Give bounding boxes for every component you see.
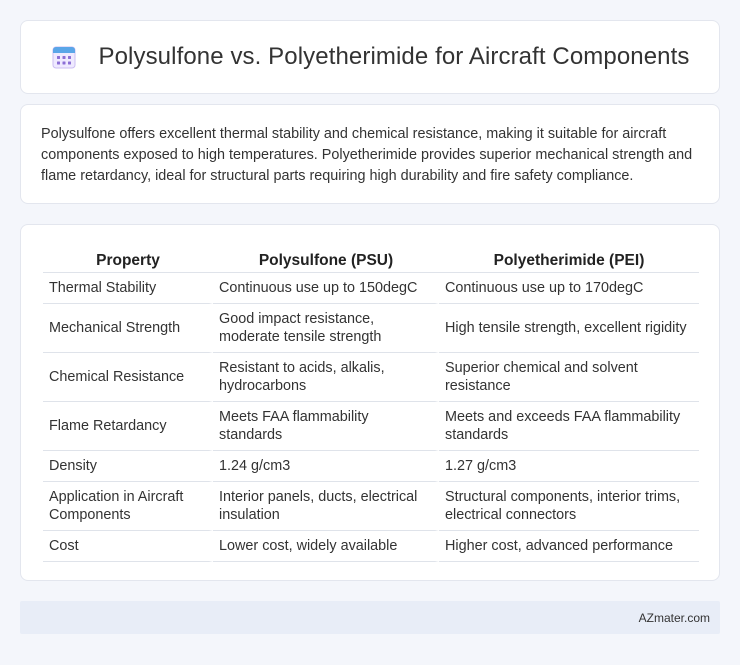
title-wrap [51,43,690,71]
table-cell-psu: Good impact resistance, moderate tensile strength [213,304,439,353]
table-cell-property: Application in Aircraft Components [43,482,213,531]
table-cell-pei: Continuous use up to 170degC [439,273,699,304]
table-row [43,482,699,531]
table-cell-psu: Meets FAA flammability standards [213,402,439,451]
table-row [43,304,699,353]
table-row [43,353,699,402]
table-row [43,273,699,304]
table-cell-psu: Lower cost, widely available [213,531,439,562]
page-title: Polysulfone vs. Polyetherimide for Aircraft Components [98,43,690,70]
table-row [43,451,699,482]
table-cell-psu: Continuous use up to 150degC [213,273,439,304]
table-header-row [43,245,699,273]
table-cell-psu: 1.24 g/cm3 [213,451,439,482]
comparison-table [43,245,699,562]
calendar-icon [51,44,77,70]
footer-source-link[interactable]: AZmater.com [638,610,710,625]
header-property: Property [43,245,213,273]
table-row [43,402,699,451]
table-cell-property: Chemical Resistance [43,353,213,402]
table-cell-property: Flame Retardancy [43,402,213,451]
table-cell-psu: Resistant to acids, alkalis, hydrocarbons [213,353,439,402]
table-cell-property: Density [43,451,213,482]
header-polysulfone: Polysulfone (PSU) [213,245,439,273]
table-cell-property: Mechanical Strength [43,304,213,353]
table-cell-pei: Structural components, interior trims, electrical connectors [439,482,699,531]
table-cell-pei: Higher cost, advanced performance [439,531,699,562]
table-cell-pei: High tensile strength, excellent rigidity [439,304,699,353]
table-cell-property: Cost [43,531,213,562]
table-cell-pei: Superior chemical and solvent resistance [439,353,699,402]
table-cell-pei: Meets and exceeds FAA flammability standards [439,402,699,451]
table-cell-pei: 1.27 g/cm3 [439,451,699,482]
table-row [43,531,699,562]
summary-card [20,104,720,204]
comparison-table-card [20,224,720,581]
table-cell-psu: Interior panels, ducts, electrical insulation [213,482,439,531]
header-polyetherimide: Polyetherimide (PEI) [439,245,699,273]
header-card [20,20,720,94]
summary-text: Polysulfone offers excellent thermal stability and chemical resistance, making it suitable for aircraft components exposed to high temperatures. Polyetherimide provides superior mechanical strength and flame retardancy, ideal for structural parts requiring high durability and fire safety compliance. [41,126,693,184]
table-cell-property: Thermal Stability [43,273,213,304]
footer [20,601,720,634]
